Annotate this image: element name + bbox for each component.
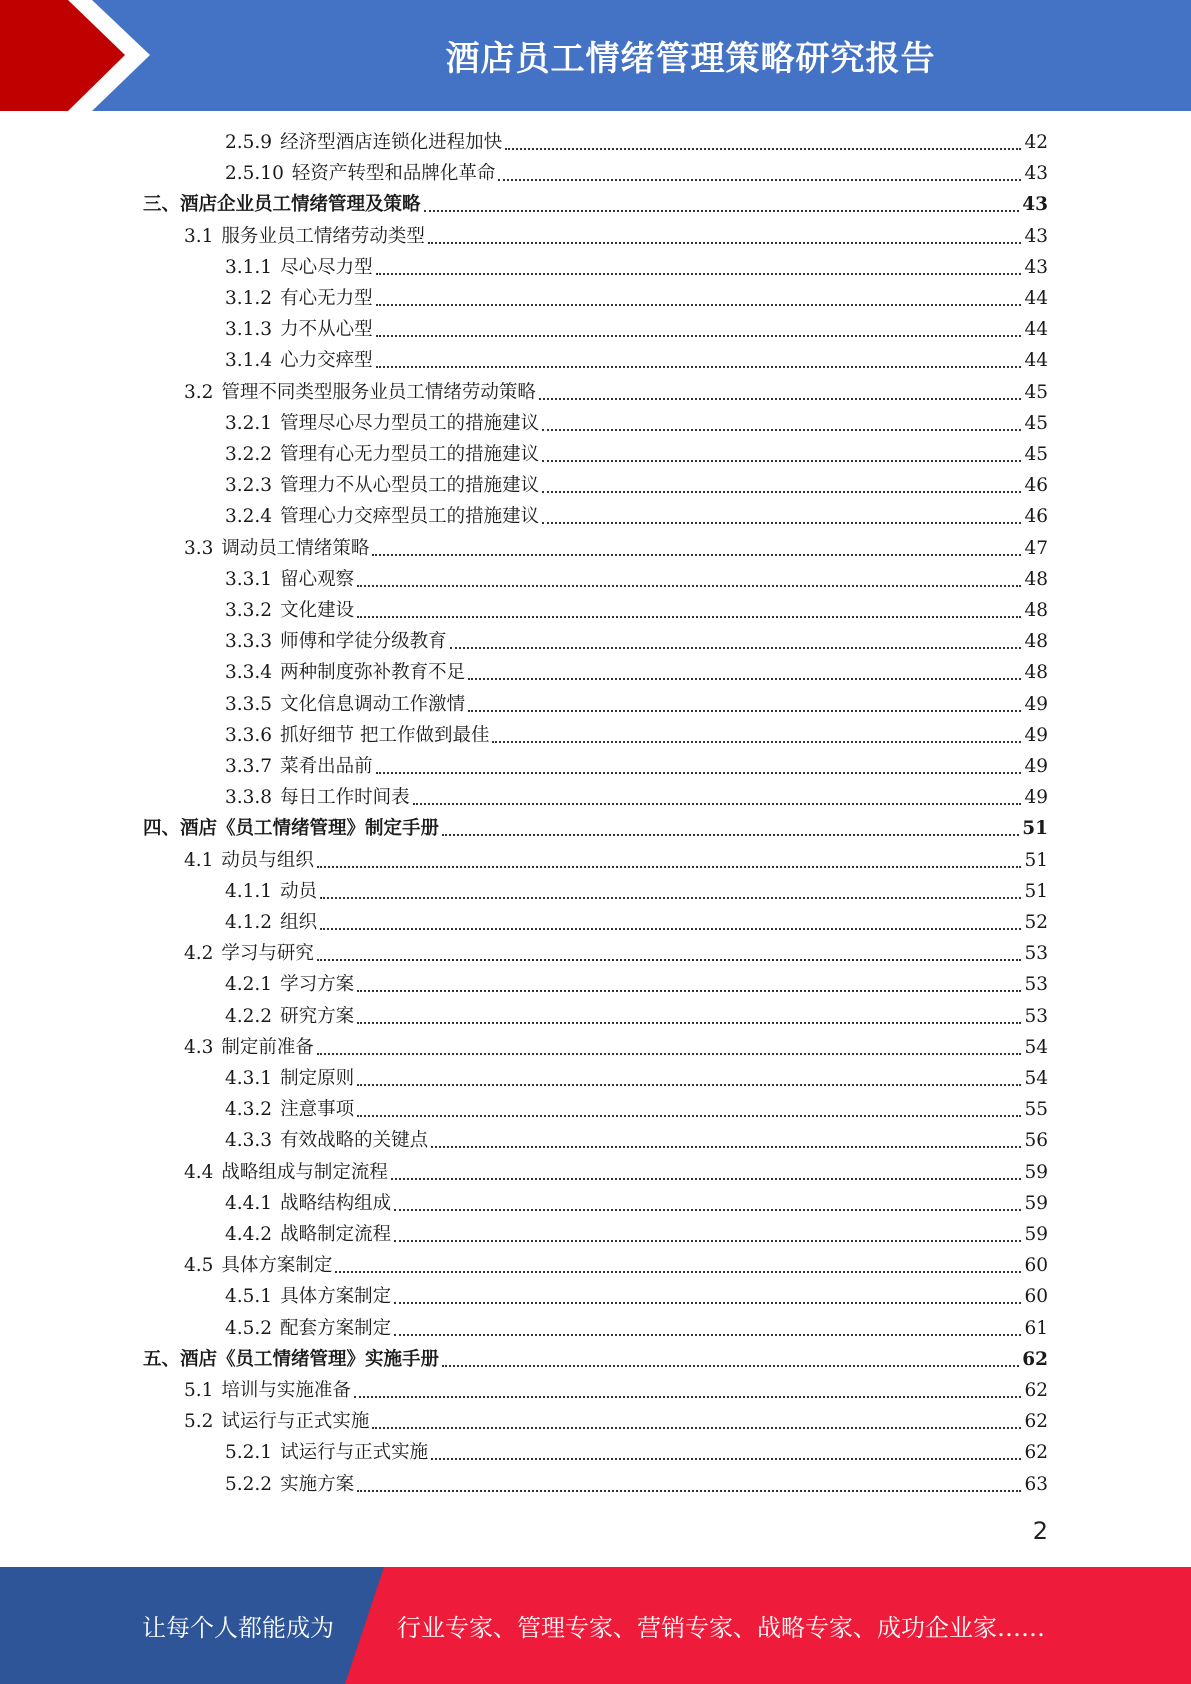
- toc-entry-title: 组织: [280, 912, 318, 933]
- toc-entry[interactable]: [184, 533, 1048, 564]
- toc-entry-title: 轻资产转型和品牌化革命: [291, 163, 496, 185]
- toc-entry-number: 3.3.3: [225, 631, 273, 653]
- toc-entry-number: 5.2.1: [225, 1442, 273, 1464]
- toc-entry-page: 51: [1024, 880, 1048, 902]
- toc-entry-page: 42: [1024, 132, 1048, 153]
- toc-entry[interactable]: [225, 1125, 1048, 1156]
- toc-entry-title: 试运行与正式实施: [280, 1442, 429, 1464]
- toc-entry-number: 3.1.3: [225, 319, 273, 341]
- toc-entry[interactable]: [225, 1188, 1048, 1219]
- toc-entry-number: 3.3: [184, 537, 214, 559]
- toc-dot-leader: [542, 521, 1021, 524]
- toc-entry[interactable]: [225, 626, 1048, 657]
- toc-entry-number: 4.3.1: [225, 1068, 273, 1089]
- toc-entry-number: 4.5.1: [225, 1286, 273, 1308]
- toc-entry[interactable]: [225, 969, 1048, 1000]
- toc-entry[interactable]: [184, 1406, 1048, 1437]
- toc-entry-title: 力不从心型: [280, 319, 373, 341]
- toc-dot-leader: [357, 1021, 1021, 1024]
- toc-dot-leader: [357, 1083, 1021, 1086]
- toc-dot-leader: [357, 1489, 1021, 1492]
- toc-entry-title: 有心无力型: [280, 288, 373, 309]
- toc-entry[interactable]: [225, 1281, 1048, 1312]
- toc-entry-page: 56: [1024, 1130, 1048, 1152]
- toc-entry-number: 3.1.2: [225, 288, 273, 309]
- toc-entry-number: 3.1.4: [225, 350, 273, 372]
- toc-entry[interactable]: [225, 408, 1048, 439]
- toc-entry-title: 酒店《员工情绪管理》制定手册: [180, 818, 440, 840]
- toc-entry-number: 5.1: [184, 1380, 214, 1401]
- toc-entry[interactable]: [225, 1094, 1048, 1125]
- toc-entry-number: 4.2: [184, 943, 214, 965]
- toc-entry[interactable]: [225, 1063, 1048, 1094]
- toc-dot-leader: [505, 147, 1021, 150]
- toc-dot-leader: [317, 865, 1022, 868]
- toc-entry-title: 师傅和学徒分级教育: [280, 631, 447, 653]
- toc-dot-leader: [431, 1457, 1021, 1460]
- toc-entry-title: 具体方案制定: [280, 1286, 392, 1308]
- toc-entry[interactable]: [184, 1032, 1048, 1063]
- toc-dot-leader: [372, 1426, 1021, 1429]
- toc-dot-leader: [357, 989, 1021, 992]
- toc-dot-leader: [431, 1145, 1021, 1148]
- toc-entry-number: 4.1.2: [225, 912, 273, 933]
- toc-entry[interactable]: [184, 221, 1048, 252]
- toc-entry-number: 三、: [143, 194, 181, 216]
- toc-entry-page: 45: [1024, 381, 1048, 403]
- toc-entry[interactable]: [225, 127, 1048, 158]
- toc-entry-title: 文化建设: [280, 600, 355, 621]
- toc-dot-leader: [317, 1052, 1022, 1055]
- toc-dot-leader: [317, 958, 1022, 961]
- toc-entry-page: 46: [1024, 475, 1048, 497]
- toc-entry[interactable]: [225, 782, 1048, 813]
- toc-entry-number: 4.1.1: [225, 880, 273, 902]
- toc-dot-leader: [376, 771, 1022, 774]
- toc-entry[interactable]: [225, 1219, 1048, 1250]
- toc-entry-number: 3.2.1: [225, 412, 273, 434]
- toc-entry[interactable]: [184, 1375, 1048, 1406]
- toc-entry[interactable]: [143, 189, 1048, 220]
- toc-entry-title: 注意事项: [280, 1099, 355, 1121]
- toc-entry-page: 62: [1024, 1411, 1048, 1433]
- toc-dot-leader: [468, 677, 1021, 680]
- toc-entry-number: 4.2.2: [225, 1005, 273, 1027]
- toc-entry-page: 54: [1024, 1068, 1048, 1089]
- toc-entry[interactable]: [184, 1250, 1048, 1281]
- toc-entry-number: 3.3.5: [225, 693, 273, 715]
- toc-entry-page: 53: [1024, 1005, 1048, 1027]
- toc-dot-leader: [357, 615, 1021, 618]
- toc-entry-number: 5.2.2: [225, 1473, 273, 1495]
- toc-entry-title: 实施方案: [280, 1473, 355, 1495]
- toc-entry-title: 培训与实施准备: [221, 1380, 351, 1401]
- toc-entry-title: 服务业员工情绪劳动类型: [221, 225, 425, 247]
- toc-dot-leader: [394, 1239, 1021, 1242]
- toc-entry-title: 每日工作时间表: [280, 787, 410, 809]
- toc-entry-page: 49: [1024, 693, 1048, 715]
- toc-entry-number: 3.2.4: [225, 506, 273, 528]
- toc-entry[interactable]: [184, 938, 1048, 969]
- toc-entry-title: 战略制定流程: [280, 1224, 392, 1245]
- toc-entry-page: 44: [1024, 350, 1048, 372]
- toc-entry[interactable]: [225, 657, 1048, 688]
- toc-dot-leader: [450, 646, 1022, 649]
- toc-entry-number: 3.3.1: [225, 568, 273, 590]
- toc-entry-page: 44: [1024, 319, 1048, 341]
- toc-dot-leader: [468, 709, 1021, 712]
- toc-entry-number: 4.1: [184, 849, 214, 871]
- toc-entry[interactable]: [225, 1001, 1048, 1032]
- toc-entry-page: 63: [1024, 1473, 1048, 1495]
- toc-entry-page: 61: [1024, 1317, 1048, 1339]
- toc-entry-page: 59: [1024, 1161, 1048, 1183]
- toc-entry-number: 4.4: [184, 1161, 214, 1183]
- toc-entry-number: 4.3: [184, 1036, 214, 1058]
- toc-entry[interactable]: [225, 314, 1048, 345]
- toc-entry-page: 49: [1024, 724, 1048, 746]
- toc-entry-title: 学习与研究: [221, 943, 314, 965]
- toc-entry-title: 制定前准备: [221, 1036, 314, 1058]
- toc-entry-page: 43: [1022, 194, 1048, 216]
- toc-dot-leader: [320, 896, 1021, 899]
- header-arrow-icon: [0, 0, 200, 111]
- toc-dot-leader: [442, 1364, 1019, 1367]
- toc-entry[interactable]: [225, 158, 1048, 189]
- toc-entry-title: 管理有心无力型员工的措施建议: [280, 444, 540, 465]
- toc-dot-leader: [442, 833, 1019, 836]
- toc-dot-leader: [376, 365, 1022, 368]
- toc-entry-page: 55: [1024, 1099, 1048, 1121]
- toc-dot-leader: [376, 272, 1022, 275]
- toc-entry-title: 动员: [280, 880, 318, 902]
- page-number: 2: [1032, 1517, 1048, 1545]
- toc-entry-number: 4.2.1: [225, 974, 273, 996]
- toc-dot-leader: [357, 1114, 1021, 1117]
- toc-entry-title: 调动员工情绪策略: [221, 537, 370, 559]
- toc-entry-number: 3.1.1: [225, 256, 273, 278]
- toc-entry[interactable]: [225, 720, 1048, 751]
- toc-dot-leader: [391, 1177, 1022, 1180]
- toc-dot-leader: [376, 303, 1022, 306]
- toc-dot-leader: [320, 927, 1021, 930]
- footer-slogan-left: 让每个人都能成为: [142, 1614, 334, 1642]
- toc-dot-leader: [498, 178, 1021, 181]
- toc-entry-page: 47: [1024, 537, 1048, 559]
- toc-dot-leader: [424, 209, 1020, 212]
- toc-dot-leader: [354, 1395, 1022, 1398]
- toc-entry-number: 2.5.9: [225, 132, 273, 153]
- toc-entry-number: 3.2.2: [225, 444, 273, 465]
- toc-entry[interactable]: [225, 751, 1048, 782]
- page-footer: [0, 1567, 1191, 1684]
- toc-entry-number: 4.4.2: [225, 1224, 273, 1245]
- toc-entry-page: 49: [1024, 756, 1048, 777]
- toc-entry-title: 配套方案制定: [280, 1317, 392, 1339]
- toc-entry-title: 酒店企业员工情绪管理及策略: [180, 194, 421, 216]
- toc-entry[interactable]: [225, 501, 1048, 532]
- toc-entry-page: 53: [1024, 974, 1048, 996]
- toc-dot-leader: [428, 241, 1022, 244]
- toc-entry[interactable]: [143, 1344, 1048, 1375]
- toc-entry-page: 52: [1024, 912, 1048, 933]
- toc-entry-page: 51: [1024, 849, 1048, 871]
- toc-entry-number: 2.5.10: [225, 163, 284, 185]
- toc-entry-number: 3.3.4: [225, 662, 273, 684]
- toc-dot-leader: [394, 1301, 1021, 1304]
- toc-entry[interactable]: [225, 252, 1048, 283]
- toc-entry-title: 战略组成与制定流程: [221, 1161, 388, 1183]
- toc-dot-leader: [394, 1208, 1021, 1211]
- toc-entry-number: 5.2: [184, 1411, 214, 1433]
- toc-entry-page: 53: [1024, 943, 1048, 965]
- toc-entry-page: 44: [1024, 288, 1048, 309]
- toc-entry-title: 抓好细节 把工作做到最佳: [280, 724, 490, 746]
- toc-dot-leader: [542, 428, 1021, 431]
- toc-entry-number: 3.3.6: [225, 724, 273, 746]
- toc-entry[interactable]: [225, 283, 1048, 314]
- toc-entry-page: 62: [1022, 1348, 1048, 1370]
- toc-entry-number: 3.3.8: [225, 787, 273, 809]
- toc-entry-page: 60: [1024, 1286, 1048, 1308]
- footer-slogan-right: 行业专家、管理专家、营销专家、战略专家、成功企业家……: [397, 1614, 1045, 1642]
- toc-entry[interactable]: [225, 1469, 1048, 1500]
- toc-entry-title: 菜肴出品前: [280, 756, 373, 777]
- toc-entry-title: 管理力不从心型员工的措施建议: [280, 475, 540, 497]
- toc-entry-title: 研究方案: [280, 1005, 355, 1027]
- toc-entry-title: 具体方案制定: [221, 1255, 333, 1277]
- toc-dot-leader: [542, 459, 1021, 462]
- toc-entry-page: 62: [1024, 1442, 1048, 1464]
- toc-entry-page: 59: [1024, 1224, 1048, 1245]
- toc-entry-number: 4.4.1: [225, 1192, 273, 1214]
- toc-dot-leader: [492, 740, 1021, 743]
- toc-entry[interactable]: [184, 1157, 1048, 1188]
- toc-entry-number: 3.2: [184, 381, 214, 403]
- toc-entry-page: 48: [1024, 631, 1048, 653]
- toc-entry-number: 四、: [143, 818, 181, 840]
- toc-entry[interactable]: [225, 345, 1048, 376]
- toc-entry-page: 49: [1024, 787, 1048, 809]
- toc-entry-title: 留心观察: [280, 568, 355, 590]
- toc-entry-title: 酒店《员工情绪管理》实施手册: [180, 1348, 440, 1370]
- toc-entry-page: 45: [1024, 412, 1048, 434]
- toc-entry-number: 3.2.3: [225, 475, 273, 497]
- toc-entry-number: 4.3.3: [225, 1130, 273, 1152]
- toc-dot-leader: [542, 490, 1021, 493]
- toc-entry-title: 制定原则: [280, 1068, 355, 1089]
- toc-entry[interactable]: [225, 1437, 1048, 1468]
- toc-entry-page: 54: [1024, 1036, 1048, 1058]
- toc-entry-title: 文化信息调动工作激情: [280, 693, 466, 715]
- toc-entry-title: 战略结构组成: [280, 1192, 392, 1214]
- toc-entry-page: 62: [1024, 1380, 1048, 1401]
- toc-entry-title: 经济型酒店连锁化进程加快: [280, 132, 503, 153]
- page-header: [0, 0, 1191, 111]
- toc-dot-leader: [376, 334, 1022, 337]
- toc-entry-page: 45: [1024, 444, 1048, 465]
- toc-entry-title: 动员与组织: [221, 849, 314, 871]
- toc-entry-number: 五、: [143, 1348, 181, 1370]
- toc-entry-page: 43: [1024, 256, 1048, 278]
- toc-entry-page: 48: [1024, 662, 1048, 684]
- toc-entry-page: 43: [1024, 225, 1048, 247]
- toc-dot-leader: [357, 584, 1021, 587]
- toc-entry-title: 管理心力交瘁型员工的措施建议: [280, 506, 540, 528]
- toc-entry[interactable]: [225, 470, 1048, 501]
- toc-dot-leader: [539, 397, 1022, 400]
- toc-entry[interactable]: [184, 377, 1048, 408]
- toc-entry-page: 43: [1024, 163, 1048, 185]
- toc-entry-page: 48: [1024, 568, 1048, 590]
- toc-entry-title: 管理尽心尽力型员工的措施建议: [280, 412, 540, 434]
- toc-entry[interactable]: [225, 439, 1048, 470]
- toc-entry-number: 3.3.2: [225, 600, 273, 621]
- toc-dot-leader: [372, 553, 1021, 556]
- toc-entry-page: 51: [1022, 818, 1048, 840]
- toc-entry-number: 3.1: [184, 225, 214, 247]
- toc-entry-title: 有效战略的关键点: [280, 1130, 429, 1152]
- toc-entry[interactable]: [225, 876, 1048, 907]
- toc-entry[interactable]: [225, 1313, 1048, 1344]
- toc-entry[interactable]: [225, 595, 1048, 626]
- toc-entry-title: 尽心尽力型: [280, 256, 373, 278]
- toc-entry-number: 3.3.7: [225, 756, 273, 777]
- toc-dot-leader: [335, 1270, 1021, 1273]
- toc-entry-page: 48: [1024, 600, 1048, 621]
- toc-entry-page: 46: [1024, 506, 1048, 528]
- toc-entry[interactable]: [184, 845, 1048, 876]
- toc-entry-title: 心力交瘁型: [280, 350, 373, 372]
- toc-entry-title: 管理不同类型服务业员工情绪劳动策略: [221, 381, 536, 403]
- toc-entry[interactable]: [225, 689, 1048, 720]
- toc-dot-leader: [394, 1333, 1021, 1336]
- toc-entry-number: 4.5.2: [225, 1317, 273, 1339]
- toc-entry-number: 4.3.2: [225, 1099, 273, 1121]
- toc-entry-number: 4.5: [184, 1255, 214, 1277]
- toc-dot-leader: [413, 802, 1022, 805]
- toc-entry[interactable]: [143, 813, 1048, 844]
- toc-entry[interactable]: [225, 564, 1048, 595]
- toc-entry[interactable]: [225, 907, 1048, 938]
- document-title: 酒店员工情绪管理策略研究报告: [445, 39, 936, 79]
- toc-entry-title: 试运行与正式实施: [221, 1411, 370, 1433]
- toc-entry-title: 两种制度弥补教育不足: [280, 662, 466, 684]
- toc-entry-page: 60: [1024, 1255, 1048, 1277]
- toc-entry-page: 59: [1024, 1192, 1048, 1214]
- toc-entry-title: 学习方案: [280, 974, 355, 996]
